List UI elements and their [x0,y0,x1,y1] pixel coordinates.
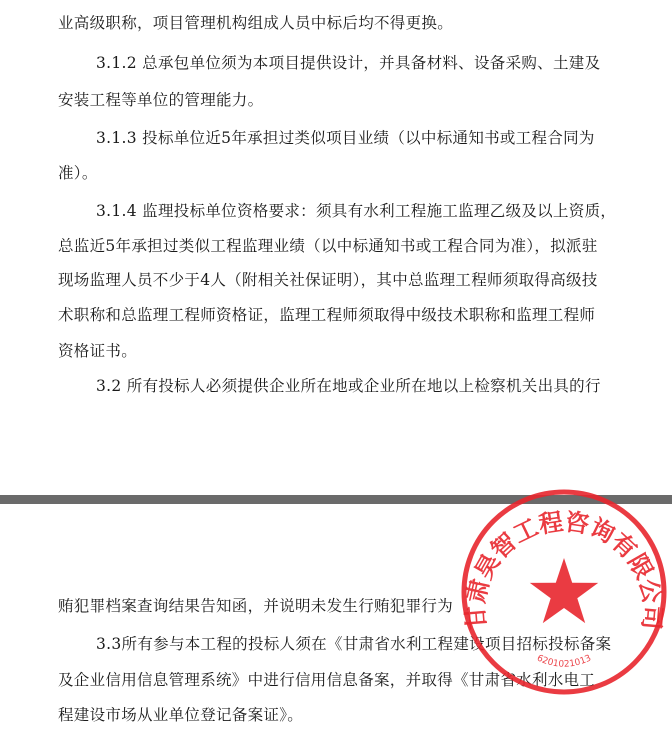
text-line: 现场监理人员不少于4人（附相关社保证明），其中总监理工程师须取得高级技 [58,271,598,289]
text-line: 资格证书。 [58,342,138,360]
text-line: 术职称和总监理工程师资格证，监理工程师须取得中级技术职称和监理工程师 [58,306,596,324]
text-line: 3.1.4 监理投标单位资格要求：须具有水利工程施工监理乙级及以上资质， [96,202,617,220]
svg-text:6201021013: 6201021013 [535,653,593,670]
svg-text:甘肃昊智工程咨询有限公司: 甘肃昊智工程咨询有限公司 [461,507,667,631]
text-line: 安装工程等单位的管理能力。 [58,91,264,109]
text-line: 贿犯罪档案查询结果告知函，并说明未发生行贿犯罪行为 [58,597,454,615]
text-line: 总监近5年承担过类似工程监理业绩（以中标通知书或工程合同为准），拟派驻 [58,237,598,255]
text-line: 3.3所有参与本工程的投标人须在《甘肃省水利工程建设项目招标投标备案 [96,635,612,653]
text-line: 程建设市场从业单位登记备案证》。 [58,706,304,724]
company-seal-stamp [458,486,670,698]
text-line: 3.1.2 总承包单位须为本项目提供设计，并具备材料、设备采购、土建及 [96,54,601,72]
text-line: 3.1.3 投标单位近5年承担过类似项目业绩（以中标通知书或工程合同为 [96,129,595,147]
text-line: 准）。 [58,164,98,182]
text-line: 3.2 所有投标人必须提供企业所在地或企业所在地以上检察机关出具的行 [96,377,601,395]
text-line: 及企业信用信息管理系统》中进行信用信息备案，并取得《甘肃省水利水电工 [58,671,596,689]
text-line: 业高级职称，项目管理机构组成人员中标后均不得更换。 [58,14,454,32]
